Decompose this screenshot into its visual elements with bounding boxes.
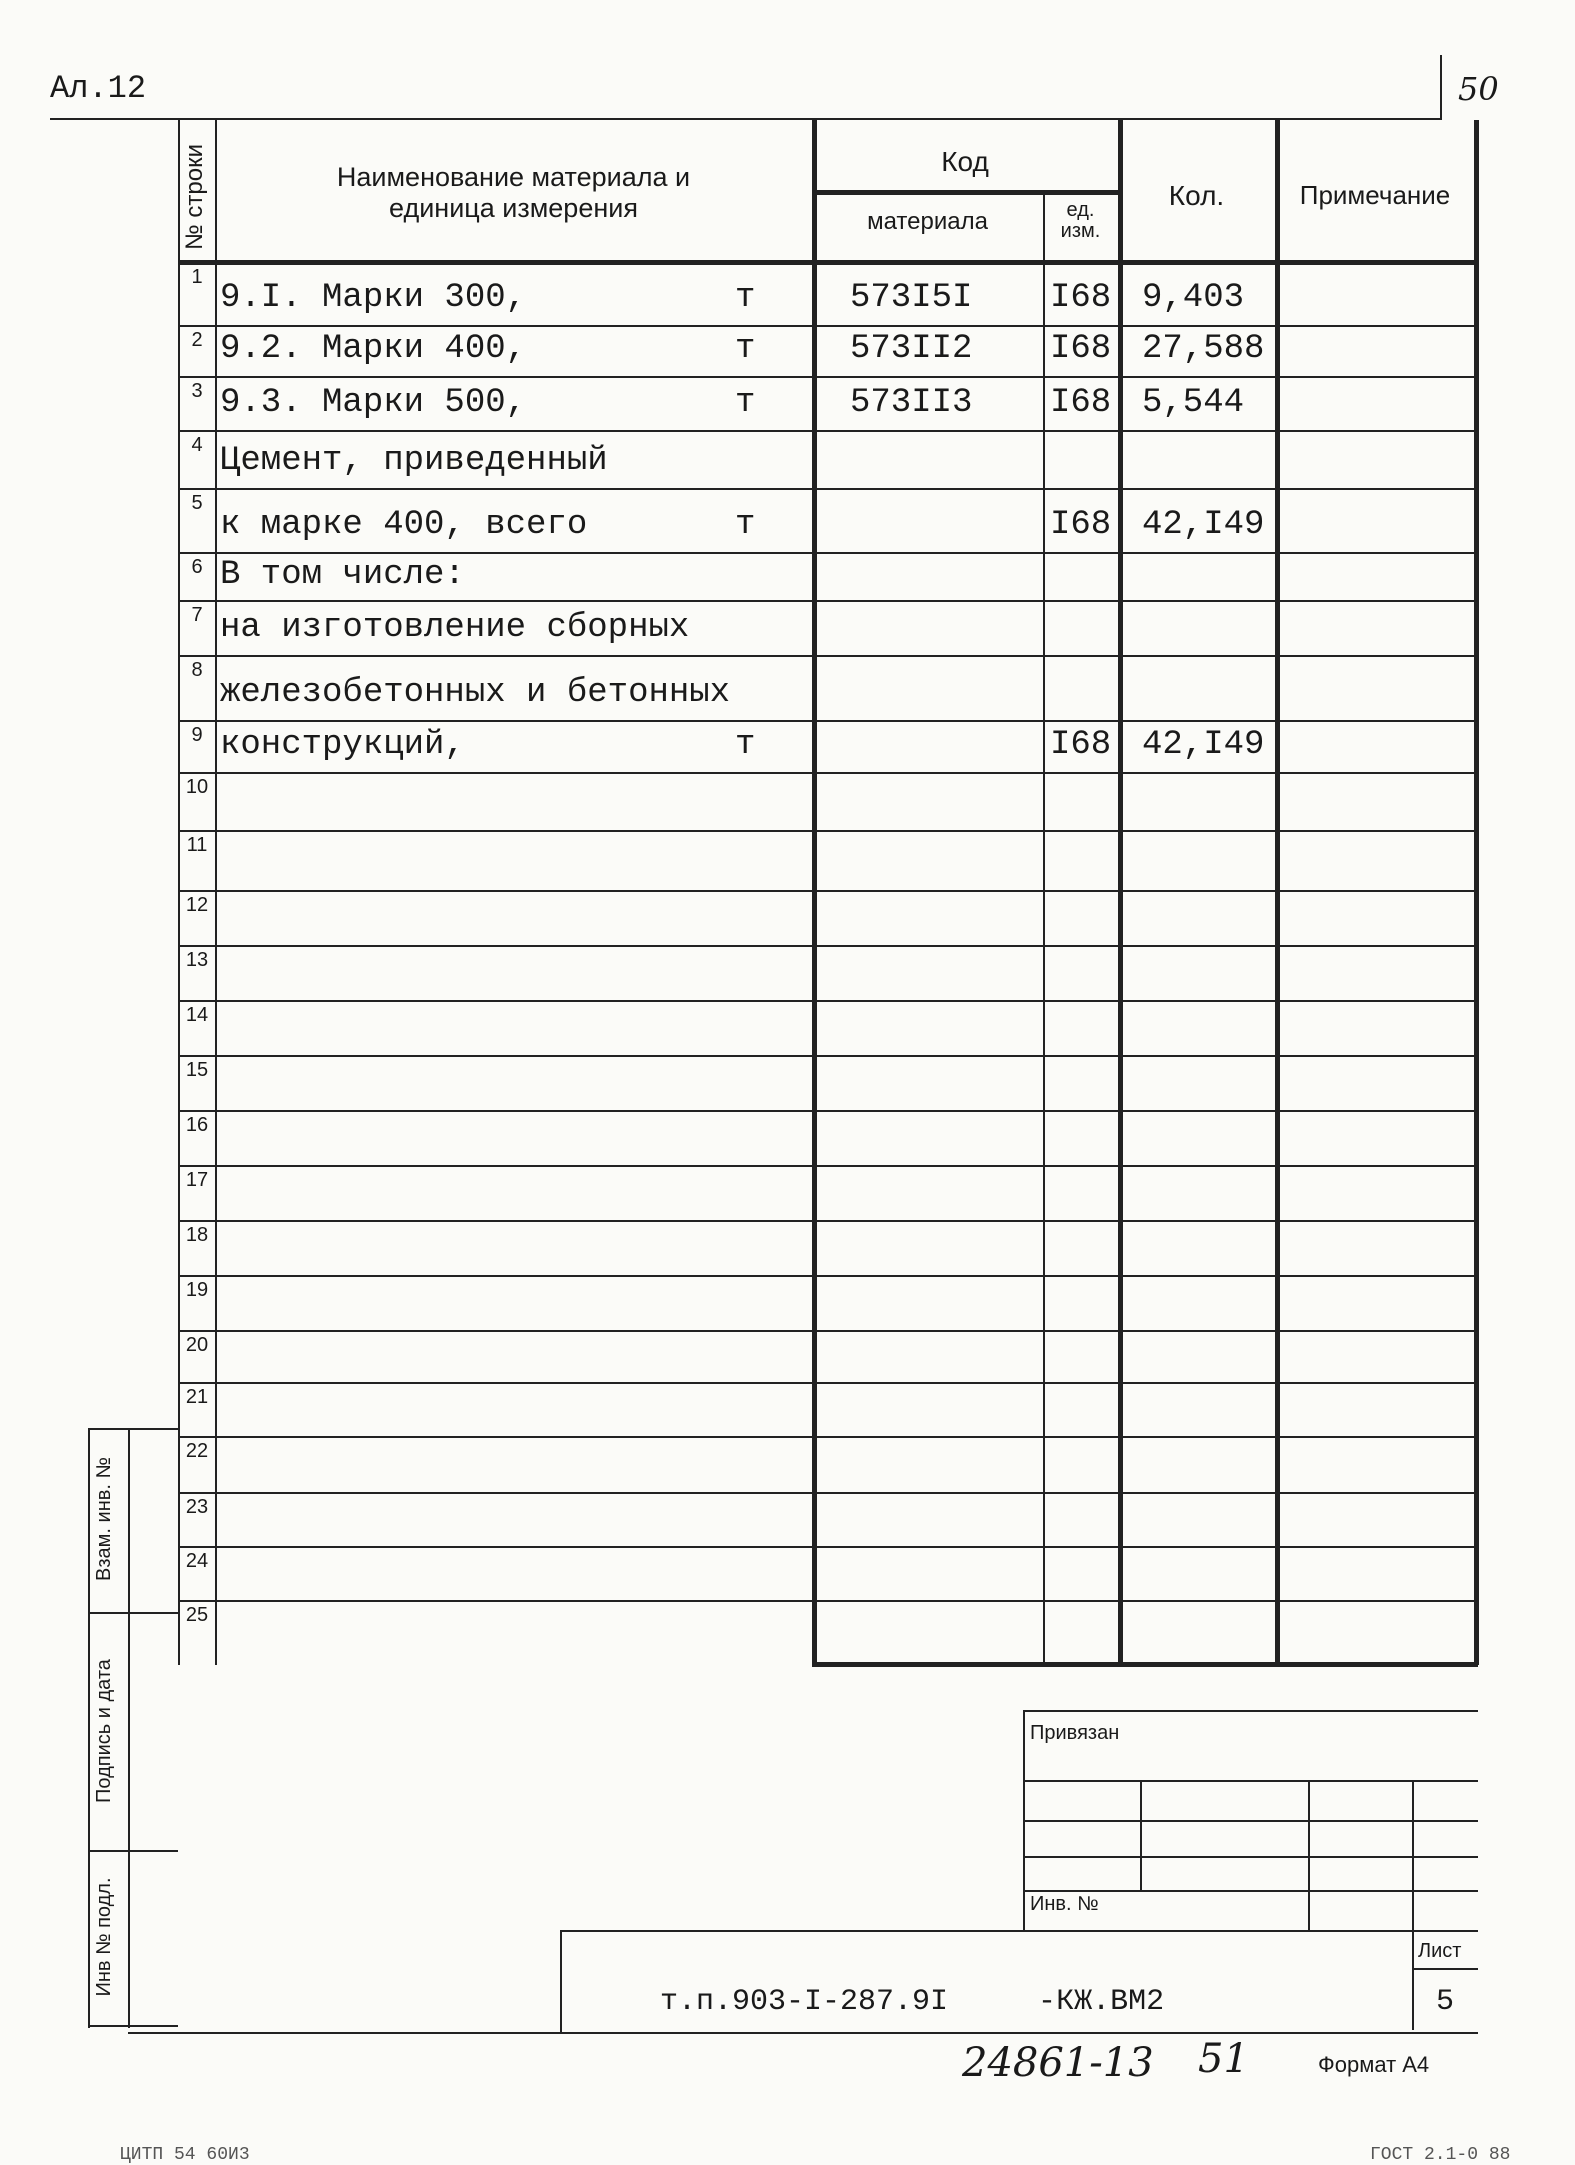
row-number: 3	[191, 380, 203, 402]
row-divider	[178, 772, 1478, 774]
row-divider	[178, 1220, 1478, 1222]
row-number: 22	[185, 1440, 209, 1462]
header-qty: Кол.	[1168, 180, 1225, 211]
row-quantity: 42,I49	[1142, 726, 1265, 764]
row-number: 14	[185, 1004, 209, 1026]
row-number: 20	[185, 1334, 209, 1356]
row-number: 21	[185, 1386, 209, 1408]
row-unit-code: I68	[1050, 279, 1112, 317]
row-divider	[178, 1055, 1478, 1057]
row-number: 7	[191, 604, 203, 626]
row-quantity: 5,544	[1142, 384, 1245, 422]
row-name: 9.3. Марки 500,	[220, 384, 527, 422]
row-divider	[178, 1275, 1478, 1277]
header-note: Примечание	[1299, 180, 1451, 210]
row-number: 5	[191, 492, 203, 514]
row-material-code: 573I5I	[850, 279, 973, 317]
row-divider	[178, 376, 1478, 378]
row-unit: т	[735, 726, 756, 764]
row-number: 23	[185, 1496, 209, 1518]
row-name: В том числе:	[220, 556, 465, 594]
row-name: к марке 400, всего	[220, 506, 588, 544]
row-name: 9.2. Марки 400,	[220, 330, 527, 368]
handwritten-page-number: 50	[1458, 70, 1499, 108]
row-unit: т	[735, 384, 756, 422]
handwritten-page: 51	[1198, 2036, 1249, 2082]
row-divider	[178, 1110, 1478, 1112]
row-divider	[178, 830, 1478, 832]
row-divider	[178, 1600, 1478, 1602]
row-divider	[178, 655, 1478, 657]
row-divider	[178, 552, 1478, 554]
row-divider	[178, 1000, 1478, 1002]
format-label: Формат А4	[1318, 2052, 1430, 2077]
row-divider	[178, 890, 1478, 892]
row-number: 4	[191, 434, 203, 456]
row-number: 10	[185, 776, 209, 798]
sheet-label: Ал.12	[50, 70, 147, 107]
handwritten-number: 24861-13	[962, 2040, 1154, 2086]
footer-right: ГОСТ 2.1-0 88	[1370, 2145, 1511, 2165]
row-name: на изготовление сборных	[220, 609, 690, 647]
row-divider	[178, 1492, 1478, 1494]
row-name: 9.I. Марки 300,	[220, 279, 527, 317]
row-number: 8	[191, 659, 203, 681]
row-number: 24	[185, 1550, 209, 1572]
row-name: Цемент, приведенный	[220, 442, 608, 480]
header-row-number: № строки	[181, 144, 208, 251]
designation: т.п.903-I-287.9I -КЖ.ВМ2	[660, 1985, 1165, 2019]
row-quantity: 9,403	[1142, 279, 1245, 317]
row-divider	[178, 325, 1478, 327]
header-code-material: материала	[867, 208, 988, 235]
header-code-unit: ед. изм.	[1060, 199, 1101, 242]
row-number: 6	[191, 556, 203, 578]
row-divider	[178, 1546, 1478, 1548]
row-name: железобетонных и бетонных	[220, 674, 731, 712]
inv-no-label: Инв. №	[1030, 1893, 1099, 1915]
row-divider	[178, 1436, 1478, 1438]
row-unit-code: I68	[1050, 726, 1112, 764]
stamp-podpis-data: Подпись и дата	[93, 1659, 115, 1803]
row-number: 17	[185, 1169, 209, 1191]
row-number: 19	[185, 1279, 209, 1301]
row-number: 25	[185, 1604, 209, 1626]
row-number: 13	[185, 949, 209, 971]
row-material-code: 573II3	[850, 384, 973, 422]
stamp-inv-podl: Инв № подл.	[93, 1877, 115, 1997]
row-number: 16	[185, 1114, 209, 1136]
list-value: 5	[1435, 1985, 1454, 2019]
row-unit: т	[735, 279, 756, 317]
row-divider	[178, 1382, 1478, 1384]
row-name: конструкций,	[220, 726, 465, 764]
row-unit-code: I68	[1050, 330, 1112, 368]
row-number: 12	[185, 894, 209, 916]
row-unit-code: I68	[1050, 384, 1112, 422]
row-quantity: 42,I49	[1142, 506, 1265, 544]
stamp-vzam-inv: Взам. инв. №	[93, 1457, 115, 1581]
row-unit: т	[735, 506, 756, 544]
row-number: 2	[191, 329, 203, 351]
row-divider	[178, 430, 1478, 432]
row-divider	[178, 720, 1478, 722]
row-material-code: 573II2	[850, 330, 973, 368]
row-divider	[178, 600, 1478, 602]
row-number: 18	[185, 1224, 209, 1246]
row-divider	[178, 488, 1478, 490]
row-number: 1	[191, 266, 203, 288]
privyazan-label: Привязан	[1030, 1722, 1120, 1744]
row-divider	[178, 1330, 1478, 1332]
row-divider	[178, 1165, 1478, 1167]
list-label: Лист	[1418, 1940, 1462, 1962]
row-number: 9	[191, 724, 203, 746]
row-number: 11	[186, 834, 208, 856]
header-code: Код	[941, 146, 989, 177]
row-unit: т	[735, 330, 756, 368]
footer-left: ЦИТП 54 60И3	[120, 2145, 250, 2165]
header-name: Наименование материала и единица измерения	[336, 162, 691, 224]
row-quantity: 27,588	[1142, 330, 1265, 368]
row-number: 15	[185, 1059, 209, 1081]
row-unit-code: I68	[1050, 506, 1112, 544]
row-divider	[178, 945, 1478, 947]
